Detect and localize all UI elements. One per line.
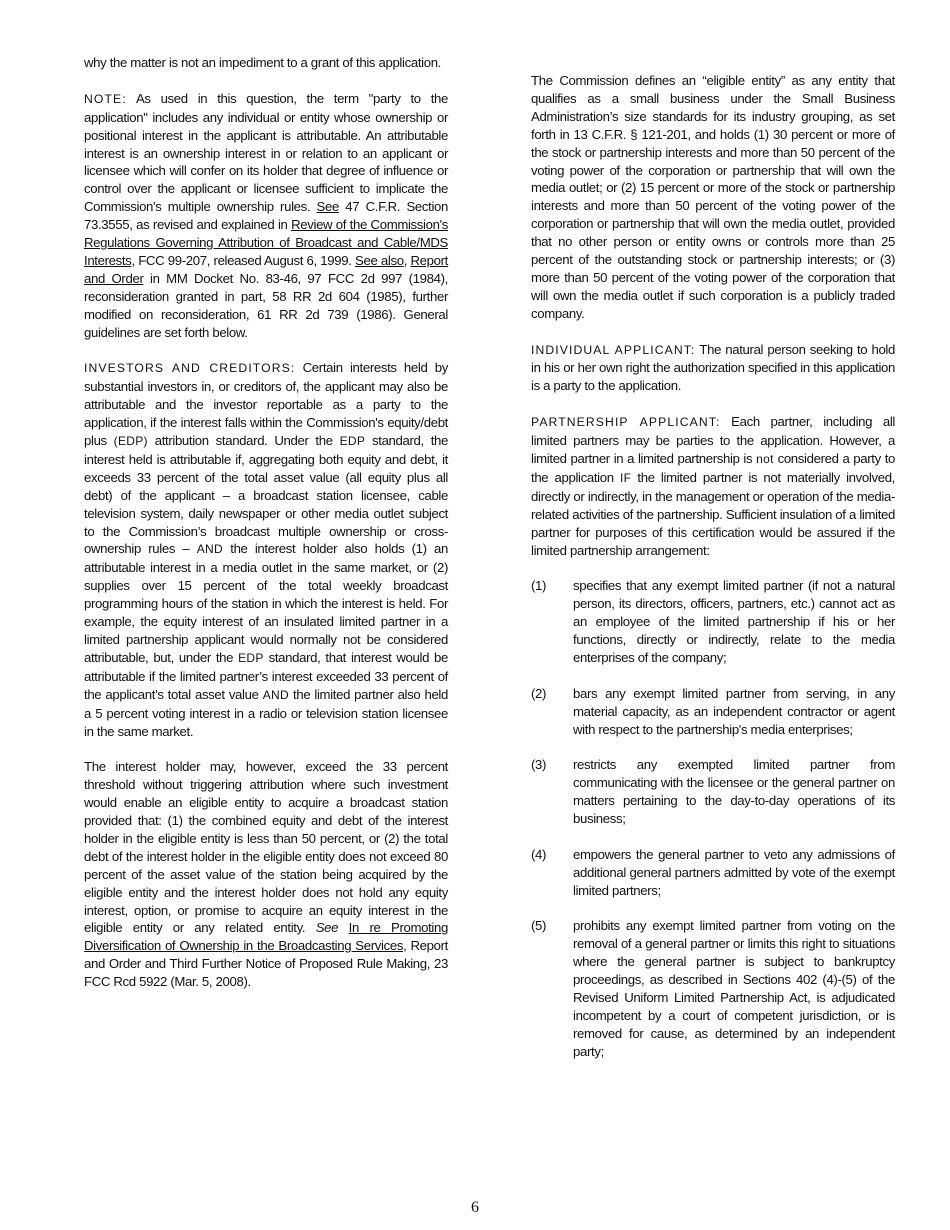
item-number: (4) (531, 846, 547, 862)
item-number: (2) (531, 685, 547, 701)
see-citation: See (316, 199, 339, 215)
item-number: (3) (531, 757, 547, 773)
list-item (531, 756, 895, 828)
see-also-citation: See also (355, 252, 404, 268)
note-label: NOTE: (84, 91, 127, 106)
list-item (531, 685, 895, 739)
list-item (531, 846, 895, 900)
item-number: (5) (531, 918, 547, 934)
list-item (531, 917, 895, 1060)
left-column (84, 54, 448, 1009)
page-number: 6 (471, 1199, 479, 1216)
review-citation: Review of the Commission's Regulations Governing Attribution of Broadcast and Cable/MDS Interests (84, 217, 448, 268)
partnership-applicant-label: PARTNERSHIP APPLICANT: (531, 415, 721, 430)
investors-label: INVESTORS AND CREDITORS: (84, 361, 296, 376)
individual-applicant-paragraph: INDIVIDUAL APPLICANT: The natural person seeking to hold in his or her own right the authorization specified in this application is a party to the application. (531, 341, 896, 394)
item-text: restricts any exempted limited partner from communicating with the licensee or the general partner on matters pertaining to the day-to-day operations of its business; (573, 757, 895, 827)
note-paragraph: NOTE: As used in this question, the term "party to the application" includes any individual or entity whose ownership or positional interest in the applicant is attributable. An attributable interest is an ownership interest in or relation to an applicant or licensee which will confer on its holder that degree of influence or control over the applicant or licensee sufficient to implicate the Commission's multiple ownership rules. See 47 C.F.R. Section 73.3555, as revised and explained in Review of the Commission's Regulations Governing Attribution of Broadcast and Cable/MDS Interests, FCC 99-207, released August 6, 1999. See also, Report and Order in MM Docket No. 83-46, 97 FCC 2d 997 (1984), reconsideration granted in part, 58 RR 2d 604 (1985), further modified on reconsideration, 61 RR 2d 739 (1986). General guidelines are set forth below. (84, 90, 449, 340)
item-text: empowers the general partner to veto any admissions of additional general partners admitted by vote of the exempt limited partners; (573, 846, 895, 898)
continuation-paragraph: why the matter is not an impediment to a grant of this application. (84, 55, 441, 70)
item-text: bars any exempt limited partner from serving, in any material capacity, as an independent contractor or agent with respect to the partnership's media enterprises; (573, 685, 895, 737)
see-citation: See (315, 920, 339, 936)
right-column (531, 72, 895, 1079)
eligible-entity-paragraph: The Commission defines an “eligible entity” as any entity that qualifies as a small business under the Small Business Administration’s size standards for its industry grouping, as set forth in 13 C.F.R. § 121-201, and holds (1) 30 percent or more of the stock or partnership interests and more than 50 percent of the voting power of the corporation or partnership that will own the media outlet; or (2) 15 percent or more of the stock or partnership interests and more than 50 percent of the voting power of the corporation or partnership that will own the media outlet, provided that no other person or entity owns or controls more than 25 percent of the outstanding stock or partnership interests; or (3) more than 50 percent of the voting power of the corporation that will own the media outlet if such corporation is a publicly traded company. (531, 73, 895, 321)
case-citation: In re Promoting Diversification of Ownership in the Broadcasting Services (84, 920, 448, 954)
item-text: specifies that any exempt limited partner (if not a natural person, its directors, officers, partners, etc.) cannot act as an employee of the limited partnership if his or her functions, directly or indirectly, relate to the media enterprises of the company; (573, 578, 895, 665)
item-text: prohibits any exempt limited partner from voting on the removal of a general partner or limits this right to situations where the general partner is subject to bankruptcy proceedings, as described in Sections 402 (4)-(5) of the Revised Uniform Limited Partnership Act, is adjudicated incompetent by a court of competent jurisdiction, or is removed for cause, as determined by an independent party; (573, 918, 895, 1059)
investors-paragraph: INVESTORS AND CREDITORS: Certain interests held by substantial investors in, or creditors of, the applicant may also be attributable and the investor reportable as a party to the application, if the interest falls within the Commission's equity/debt plus (EDP) attribution standard. Under the EDP standard, the interest held is attributable if, aggregating both equity and debt, it exceeds 33 percent of the total asset value (all equity plus all debt) of the applicant – a broadcast station licensee, cable television system, daily newspaper or other media outlet subject to the Commission’s broadcast multiple ownership or cross-ownership rules – AND the interest holder also holds (1) an attributable interest in a media outlet in the same market, or (2) supplies over 15 percent of the total weekly broadcast programming hours of the station in which the interest is held. For example, the equity interest of an insulated limited partner in a limited partnership applicant would normally not be considered attributable, but, under the EDP standard, that interest would be attributable if the limited partner’s interest exceeded 33 percent of the applicant’s total asset value AND the limited partner also held a 5 percent voting interest in a radio or television station licensee in the same market. (84, 360, 449, 739)
report-citation: Report and Order (84, 252, 448, 286)
list-item (531, 577, 895, 667)
individual-applicant-label: INDIVIDUAL APPLICANT: (531, 342, 696, 357)
interest-holder-paragraph: The interest holder may, however, exceed the 33 percent threshold without triggering attribution where such investment would enable an eligible entity to acquire a broadcast station provided that: (1) the combined equity and debt of the interest holder in the eligible entity is less than 50 percent, or (2) the total debt of the interest holder in the eligible entity does not exceed 80 percent of the asset value of the station being acquired by the eligible entity and the interest holder does not hold any equity interest, option, or promise to acquire an equity interest in the eligible entity or any related entity. See In re Promoting Diversification of Ownership in the Broadcasting Services, Report and Order and Third Further Notice of Proposed Rule Making, 23 FCC Rcd 5922 (Mar. 5, 2008). (84, 759, 448, 990)
item-number: (1) (531, 578, 547, 594)
partnership-applicant-paragraph: PARTNERSHIP APPLICANT: Each partner, including all limited partners may be parties to the application. However, a limited partner in a limited partnership is not considered a party to the application IF the limited partner is not materially involved, directly or indirectly, in the management or operation of the media-related activities of the partnership. Sufficient insulation of a limited partner for purposes of this certification would be assured if the limited partnership arrangement: (531, 414, 895, 558)
